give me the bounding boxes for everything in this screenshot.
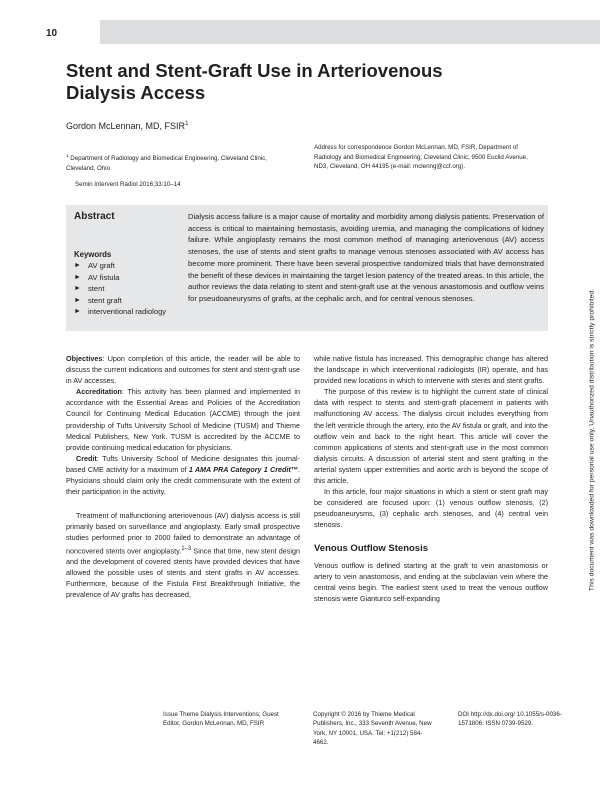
- keyword-item: [74, 283, 184, 295]
- body-paragraph: while native fistula has increased. This demographic change has altered the landscape in which interventional radiologists (IR) operate, and has provided new locations in which to intervene with stents and stent grafts.: [314, 354, 548, 386]
- keyword-text: AV graft: [88, 261, 115, 270]
- keyword-list: [74, 260, 184, 318]
- arrow-icon: ►: [74, 285, 81, 292]
- body-paragraph: In this article, four major situations in which a stent or stent graft may be considered are focused upon: (1) venous outflow stenosis, (2) pseudoaneurysms, (3) cephalic arch stenoses, and (4) central vein stenosis.: [314, 487, 548, 530]
- keywords-heading: Keywords: [74, 250, 112, 259]
- affiliation: [66, 151, 296, 173]
- journal-citation: Semin Intervent Radiol 2016;33:10–14: [75, 181, 181, 188]
- page-number: 10: [46, 28, 58, 39]
- intro-text-cont: Since that time, new stent design and the development of covered stents have provided devices that have allowed the possible uses of stents and stent grafts in AV accesses. Furthermore, because of the Fistula First Breakthrough Initiative, the prevalence of AV grafts has decreased,: [66, 545, 300, 600]
- keyword-item: [74, 272, 184, 284]
- objectives-text: : Upon completion of this article, the reader will be able to discuss the current indications and outcomes for stent and stent-graft use in AV accesses.: [66, 354, 300, 386]
- author-affiliation-marker: 1: [185, 121, 189, 127]
- affiliation-marker: 1: [66, 153, 69, 158]
- credit-label: Credit: [76, 453, 97, 463]
- accreditation-label: Accreditation: [76, 387, 122, 397]
- objectives-label: Objectives: [66, 354, 103, 363]
- keyword-item: [74, 295, 184, 307]
- section-heading: Venous Outflow Stenosis: [314, 542, 429, 554]
- objectives-paragraph: [66, 353, 300, 386]
- author-name: Gordon McLennan, MD, FSIR: [66, 121, 186, 131]
- body-paragraph: The purpose of this review is to highlight the current state of clinical data with respect to stents and stent-graft placement in patients with malfunctioning AV access. The dialysis circuit includes everything from the left ventricle through the artery, into the AV fistula or graft, and into the outflow vein and back to the right heart. This article will cover the common applications of stents and stent-graft use in the most common dialysis circuits. A discussion of arterial stent and stent grafting in the arterial system upper extremities and aortic arch is beyond the scope of this article.: [314, 387, 548, 486]
- keyword-text: stent graft: [88, 295, 122, 305]
- correspondence-text: Gordon McLennan, MD, FSIR, Department of Radiology and Biomedical Engineering, Cleveland Clinic, 9500 Euclid Avenue, ND3, Cleveland, OH 44195 (e-mail: mclenng@ccf.org).: [314, 144, 528, 170]
- correspondence-label: Address for correspondence: [314, 144, 392, 151]
- arrow-icon: ►: [74, 273, 81, 281]
- affiliation-text: Department of Radiology and Biomedical Engineering, Cleveland Clinic, Cleveland, Ohio: [66, 155, 267, 172]
- author-line: [66, 121, 188, 131]
- body-paragraph: Venous outflow is defined starting at the graft to vein anastomosis or artery to vein anastomosis, and ending at the subclavian vein where the central veins begin. The earliest stent used to treat the venous outflow stenosis were Gianturco self-expanding: [314, 560, 548, 603]
- footer-copyright: Copyright © 2016 by Thieme Medical Publishers, Inc., 333 Seventh Avenue, New York, NY 10001, USA. Tel: +1(212) 584-4662.: [313, 711, 432, 746]
- keywords: [74, 250, 184, 318]
- correspondence: [314, 143, 539, 172]
- intro-paragraph: [66, 510, 300, 600]
- running-header: [0, 20, 600, 48]
- keyword-text: stent: [88, 284, 105, 293]
- accreditation-paragraph: [66, 386, 300, 453]
- arrow-icon: ►: [74, 296, 81, 304]
- intro-text: Treatment of malfunctioning arteriovenous (AV) dialysis access is still primarily based on surveillance and angioplasty. Early small prospective studies performed prior to 2000 failed to demonstrate an advantage of noncovered stents over angioplasty.: [66, 511, 300, 555]
- credit-text: : Tufts University School of Medicine designates this journal-based CME activity for a maximum of: [66, 453, 300, 474]
- credit-paragraph: [66, 453, 300, 497]
- abstract-box: [66, 205, 548, 331]
- header-band: [100, 20, 600, 44]
- arrow-icon: ►: [74, 262, 81, 269]
- abstract-heading: Abstract: [74, 211, 115, 222]
- keyword-item: [74, 306, 184, 318]
- left-column: [66, 353, 300, 600]
- citation-marker: 1–3: [181, 545, 192, 552]
- footer-doi: DOI http://dx.doi.org/ 10.1055/s-0036-1571806. ISSN 0739-9529.: [458, 711, 562, 728]
- credit-text-end: . Physicians should claim only the credit commensurate with the extent of their participation in the activity.: [66, 464, 300, 497]
- abstract-text: Dialysis access failure is a major cause of mortality and morbidity among dialysis patients. Preservation of access is critical to maintaining hemostasis, avoiding uremia, and managing the complications of kidney failure. While angioplasty remains the most common method of managing arteriovenous (AV) access stenoses, the use of stents and stent grafts to manage venous stenoses associated with AV access has become more prominent. There have been several prospective randomized trials that have demonstrated the benefit of these devices in maintaining the target lesion patency of the treated areas. In this article, the author reviews the data relating to stent and stent-graft use at the venous anastomosis and outflow veins for pseudoaneurysms of grafts, at the cephalic arch, and for central venous stenoses.: [188, 212, 544, 303]
- download-notice: This document was downloaded for personal use only. Unauthorized distribution is strictly prohibited.: [588, 288, 596, 592]
- credit-emphasis: 1 AMA PRA Category 1 Credit™: [188, 464, 298, 474]
- keyword-text: interventional radiology: [88, 307, 167, 316]
- arrow-icon: ►: [74, 308, 81, 315]
- keyword-item: [74, 260, 184, 272]
- keyword-text: AV fistula: [88, 272, 120, 282]
- article-title: Stent and Stent-Graft Use in Arteriovenous Dialysis Access: [66, 60, 443, 103]
- footer-issue-theme: Issue Theme Dialysis Interventions; Guest Editor, Gordon McLennan, MD, FSIR: [163, 711, 279, 728]
- accreditation-text: : This activity has been planned and implemented in accordance with the Essential Areas and Policies of the Accreditation Council for Continuing Medical Education (ACCME) through the joint providership of Tufts University School of Medicine (TUSM) and Thieme Medical Publishers, New York. TUSM is accredited by the ACCME to provide continuing medical education for physicians.: [66, 387, 300, 452]
- right-column: [314, 353, 548, 604]
